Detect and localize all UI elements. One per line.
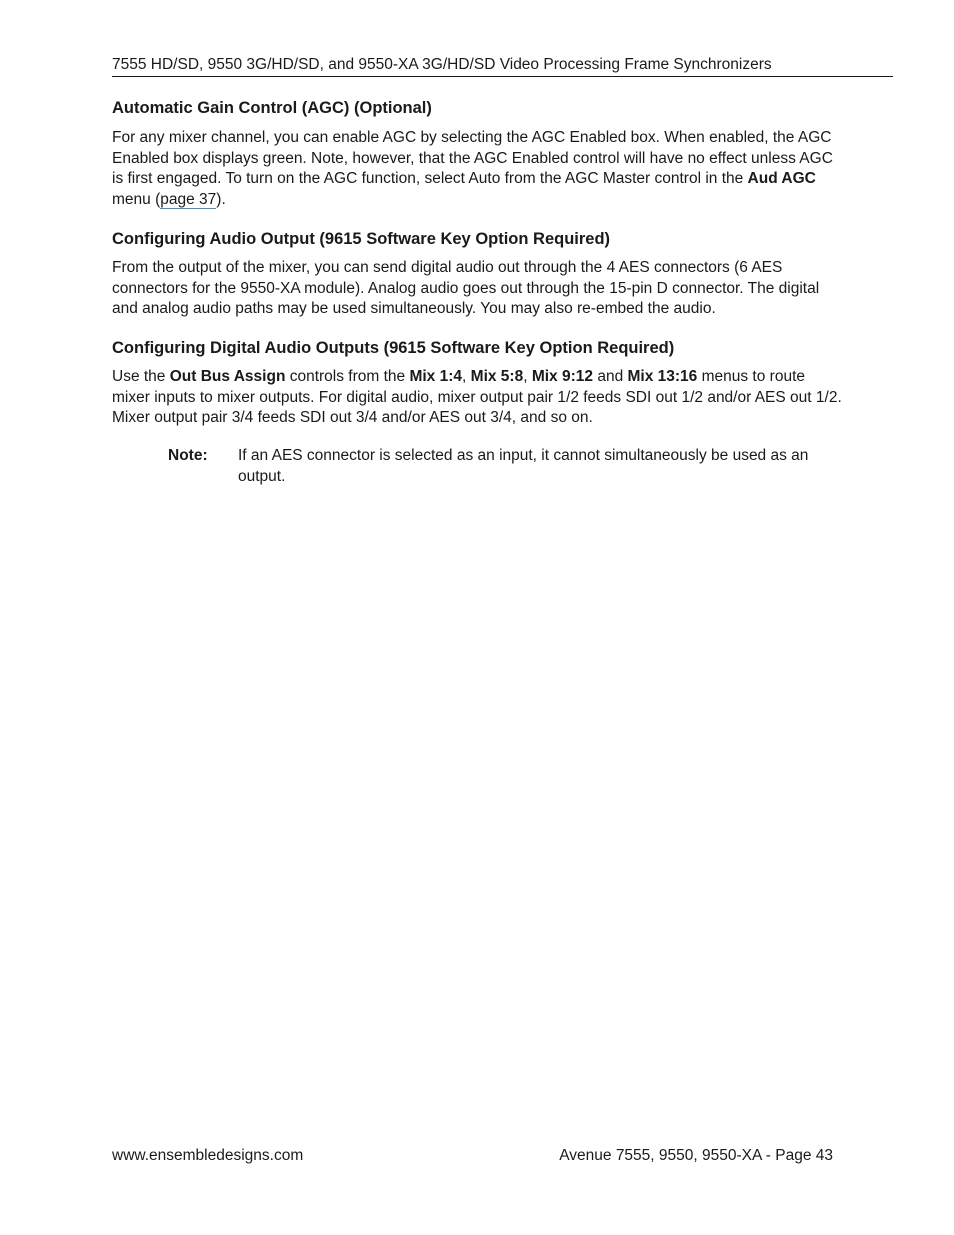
running-header: 7555 HD/SD, 9550 3G/HD/SD, and 9550-XA 3G/HD/SD Video Processing Frame Synchronizers: [112, 56, 772, 73]
page-37-link[interactable]: page 37: [160, 191, 217, 209]
section-heading-digital-audio-outputs: Configuring Digital Audio Outputs (9615 Software Key Option Required): [112, 338, 675, 357]
section-body-audio-output: From the output of the mixer, you can send digital audio out through the 4 AES connectors (6 AES connectors for the 9550-XA module). Analog audio goes out through the 15-pin D connector. The digital and analog audio paths may be used simultaneously. You may also re-embed the audio.: [112, 258, 820, 318]
control-name-out-bus-assign: Out Bus Assign: [169, 367, 286, 385]
menu-name-mix-13-16: Mix 13:16: [627, 367, 698, 385]
note-text: If an AES connector is selected as an input, it cannot simultaneously be used as an output.: [238, 447, 809, 485]
menu-name-mix-1-4: Mix 1:4: [409, 367, 463, 385]
section-body-agc: For any mixer channel, you can enable AGC by selecting the AGC Enabled box. When enabled, the AGC Enabled box displays green. Note, however, that the AGC Enabled control will have no effect unless AGC is first engaged. To turn on the AGC function, select Auto from the AGC Master control in the Aud AGC menu (page 37).: [112, 129, 833, 209]
section-heading-agc: Automatic Gain Control (AGC) (Optional): [112, 99, 432, 117]
menu-name-aud-agc: Aud AGC: [747, 170, 816, 188]
menu-name-mix-9-12: Mix 9:12: [531, 367, 594, 385]
footer-website: www.ensembledesigns.com: [112, 1147, 304, 1164]
section-heading-audio-output: Configuring Audio Output (9615 Software Key Option Required): [112, 229, 611, 248]
note-block: [168, 446, 847, 487]
menu-name-mix-5-8: Mix 5:8: [470, 367, 524, 385]
section-body-digital-audio-outputs: Use the Out Bus Assign controls from the Mix 1:4, Mix 5:8, Mix 9:12 and Mix 13:16 menus to route mixer inputs to mixer outputs. For digital audio, mixer output pair 1/2 feeds SDI out 1/2 and/or AES out 1/2. Mixer output pair 3/4 feeds SDI out 3/4 and/or AES out 3/4, and so on.: [112, 367, 842, 427]
header-rule: [112, 76, 893, 77]
footer-page-label: Avenue 7555, 9550, 9550-XA - Page 43: [559, 1147, 833, 1164]
page-content: [112, 97, 847, 487]
note-label: Note:: [168, 447, 208, 465]
